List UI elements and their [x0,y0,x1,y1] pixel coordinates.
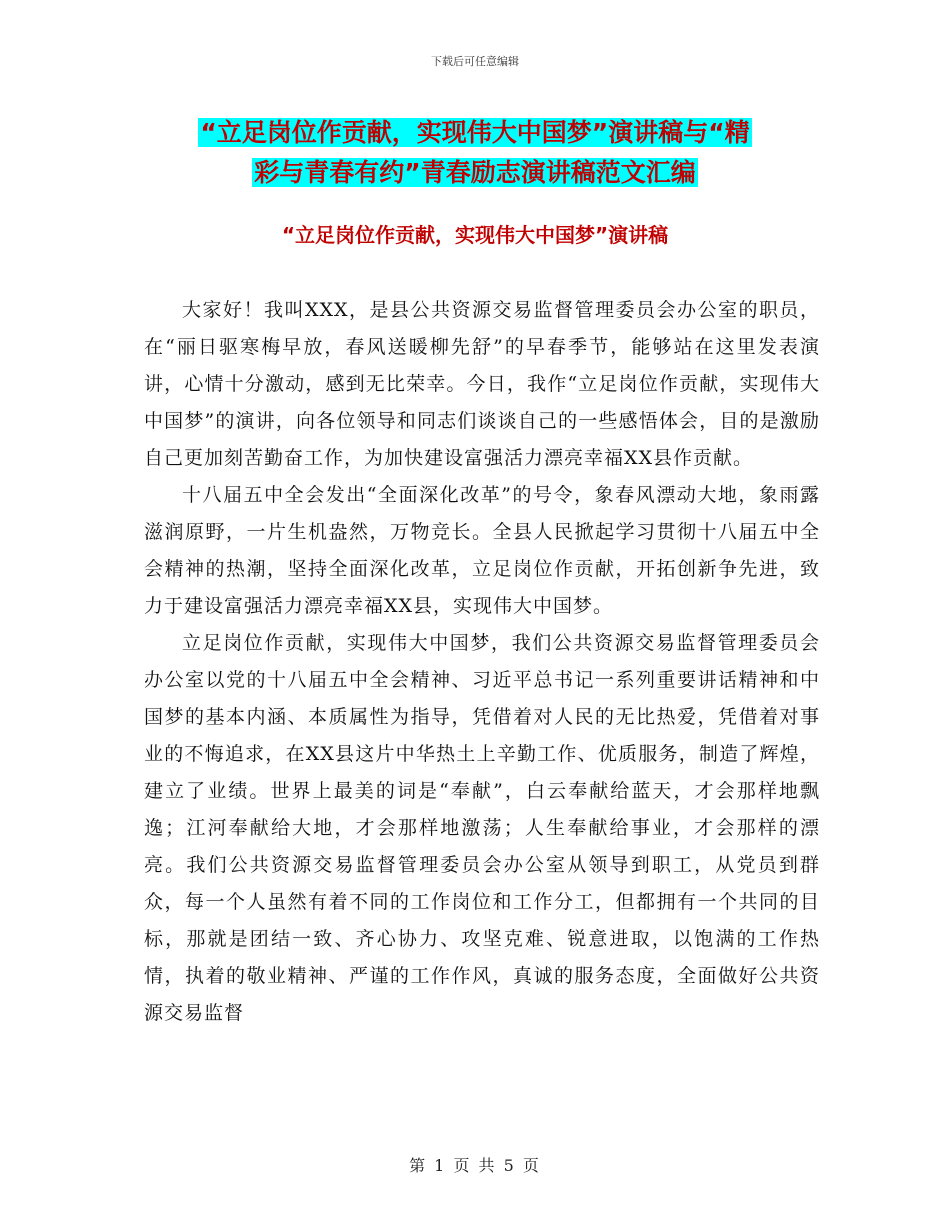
title-line-2: 彩与青春有约”青春励志演讲稿范文汇编 [254,158,696,187]
paragraph-3: 立足岗位作贡献，实现伟大中国梦，我们公共资源交易监督管理委员会办公室以党的十八届五中全会精神、习近平总书记一系列重要讲话精神和中国梦的基本内涵、本质属性为指导，凭借着对人民的无比热爱，凭借着对事业的不悔追求，在XX县这片中华热土上辛勤工作、优质服务，制造了辉煌，建立了业绩。世界上最美的词是“奉献”，白云奉献给蓝天，才会那样地飘逸；江河奉献给大地，才会那样地激荡；人生奉献给事业，才会那样的漂亮。我们公共资源交易监督管理委员会办公室从领导到职工，从党员到群众，每一个人虽然有着不同的工作岗位和工作分工，但都拥有一个共同的目标，那就是团结一致、齐心协力、攻坚克难、锐意进取，以饱满的工作热情，执着的敬业精神、严谨的工作作风，真诚的服务态度，全面做好公共资源交易监督 [144,632,820,1024]
paragraph-2: 十八届五中全会发出“全面深化改革”的号令，象春风漂动大地，象雨露滋润原野，一片生机盎然，万物竞长。全县人民掀起学习贯彻十八届五中全会精神的热潮，坚持全面深化改革，立足岗位作贡献，开拓创新争先进，致力于建设富强活力漂亮幸福XX县，实现伟大中国梦。 [144,484,820,617]
page-number: 第 1 页 共 5 页 [409,1156,541,1175]
section-title: “立足岗位作贡献，实现伟大中国梦”演讲稿 [281,223,669,247]
paragraph-1: 大家好！我叫XXX，是县公共资源交易监督管理委员会办公室的职员，在“丽日驱寒梅早放，春风送暖柳先舒”的早春季节，能够站在这里发表演讲，心情十分激动，感到无比荣幸。今日，我作“立足岗位作贡献，实现伟大中国梦”的演讲，向各位领导和同志们谈谈自己的一些感悟体会，目的是激励自己更加刻苦勤奋工作，为加快建设富强活力漂亮幸福XX县作贡献。 [144,299,820,469]
header-note: 下载后可任意编辑 [431,55,519,68]
title-line-1: “立足岗位作贡献，实现伟大中国梦”演讲稿与“精 [200,118,750,147]
document-title [0,113,950,193]
body-text [144,292,820,1032]
